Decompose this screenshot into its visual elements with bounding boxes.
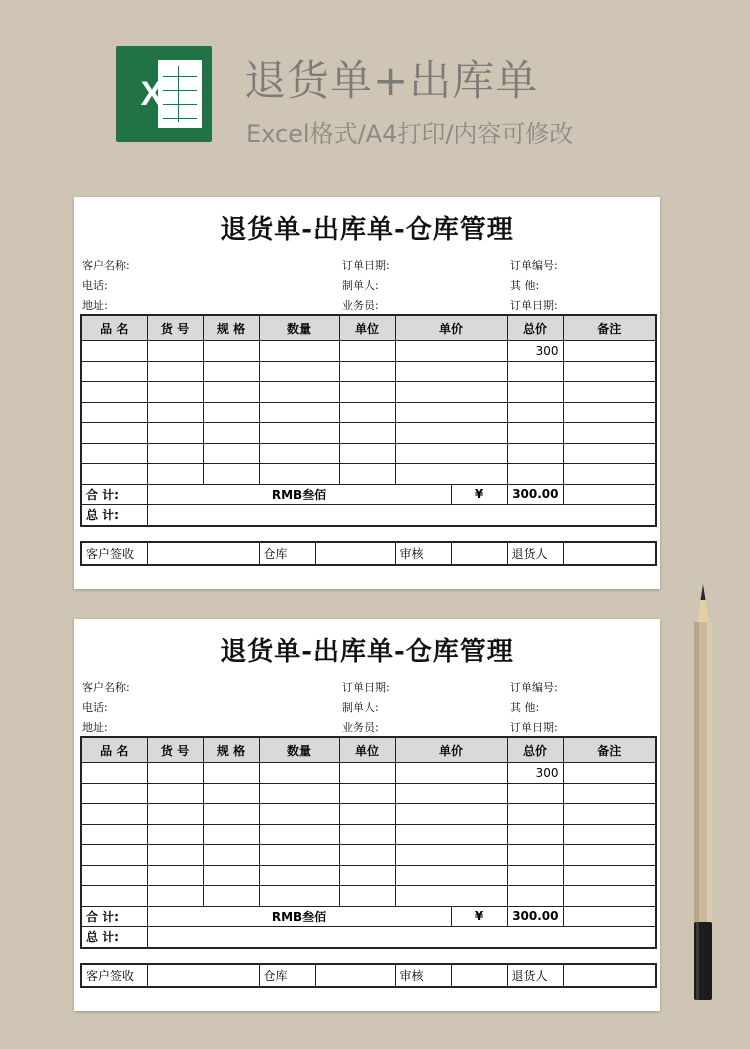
table-cell[interactable] [339, 464, 395, 485]
table-cell[interactable] [507, 865, 563, 886]
excel-x-letter: X [140, 75, 164, 113]
column-header: 总价 [507, 315, 563, 341]
column-header: 货 号 [147, 315, 203, 341]
signature-table [80, 963, 657, 988]
table-cell[interactable] [147, 382, 203, 403]
warehouse-field[interactable] [315, 542, 395, 565]
table-cell[interactable] [395, 763, 507, 784]
subtotal-value[interactable]: 300.00 [507, 484, 563, 505]
warehouse-label: 仓库 [259, 542, 315, 565]
subtotal-value[interactable]: 300.00 [507, 906, 563, 927]
table-cell[interactable] [203, 886, 259, 907]
table-cell[interactable] [563, 402, 656, 423]
return-form [74, 619, 660, 1011]
creator-label: 制单人: [342, 279, 379, 292]
column-header: 单价 [395, 315, 507, 341]
table-cell[interactable] [147, 824, 203, 845]
table-cell[interactable] [339, 845, 395, 866]
returner-label: 退货人 [507, 542, 563, 565]
table-cell[interactable] [147, 865, 203, 886]
table-cell[interactable] [395, 464, 507, 485]
currency-symbol: ¥ [451, 484, 507, 505]
review-field[interactable] [451, 964, 507, 987]
column-header: 品 名 [81, 315, 147, 341]
table-cell[interactable] [563, 824, 656, 845]
table-cell[interactable] [507, 464, 563, 485]
customer-sign-field[interactable] [147, 542, 259, 565]
excel-icon [116, 46, 212, 142]
table-cell[interactable] [563, 484, 656, 505]
table-cell[interactable] [259, 464, 339, 485]
table-cell[interactable] [259, 443, 339, 464]
table-row [81, 341, 656, 362]
items-table [80, 736, 657, 949]
returner-label: 退货人 [507, 964, 563, 987]
page-subtitle: Excel格式/A4打印/内容可修改 [246, 120, 574, 148]
table-cell[interactable] [203, 763, 259, 784]
table-cell[interactable] [507, 423, 563, 444]
table-cell[interactable] [563, 804, 656, 825]
table-row [81, 423, 656, 444]
table-cell[interactable]: 300 [507, 763, 563, 784]
table-cell[interactable] [507, 361, 563, 382]
rmb-amount-text[interactable]: RMB叁佰 [147, 906, 451, 927]
column-header: 备注 [563, 315, 656, 341]
salesperson-label: 业务员: [342, 299, 379, 312]
table-row [81, 443, 656, 464]
table-row [81, 824, 656, 845]
return-form [74, 197, 660, 589]
order-date2-label: 订单日期: [510, 721, 558, 734]
table-cell[interactable] [259, 423, 339, 444]
table-row [81, 845, 656, 866]
phone-label: 电话: [82, 279, 108, 292]
table-cell[interactable] [259, 402, 339, 423]
table-cell[interactable] [563, 361, 656, 382]
subtotal-label: 合 计: [81, 906, 147, 927]
table-cell[interactable] [81, 886, 147, 907]
table-cell[interactable] [507, 402, 563, 423]
table-cell[interactable] [81, 824, 147, 845]
warehouse-label: 仓库 [259, 964, 315, 987]
column-header: 单位 [339, 315, 395, 341]
total-label: 总 计: [81, 927, 147, 948]
table-cell[interactable] [81, 402, 147, 423]
column-header: 规 格 [203, 315, 259, 341]
table-cell[interactable] [203, 341, 259, 362]
table-cell[interactable] [259, 886, 339, 907]
total-label: 总 计: [81, 505, 147, 526]
table-cell[interactable] [259, 382, 339, 403]
table-cell[interactable] [259, 763, 339, 784]
column-header: 数量 [259, 737, 339, 763]
table-cell[interactable] [339, 382, 395, 403]
order-date-label: 订单日期: [342, 259, 390, 272]
customer-sign-label: 客户签收 [81, 964, 147, 987]
rmb-amount-text[interactable]: RMB叁佰 [147, 484, 451, 505]
table-cell[interactable] [147, 804, 203, 825]
returner-field[interactable] [563, 964, 656, 987]
customer-sign-field[interactable] [147, 964, 259, 987]
table-cell[interactable] [81, 361, 147, 382]
table-cell[interactable] [395, 402, 507, 423]
subtotal-row [81, 906, 656, 927]
table-cell[interactable] [81, 443, 147, 464]
table-cell[interactable] [147, 763, 203, 784]
table-cell[interactable] [339, 423, 395, 444]
table-cell[interactable] [259, 824, 339, 845]
other-label: 其 他: [510, 701, 540, 714]
table-row [81, 464, 656, 485]
table-cell[interactable] [507, 845, 563, 866]
table-cell[interactable] [259, 361, 339, 382]
subtotal-row [81, 484, 656, 505]
table-row [81, 361, 656, 382]
table-cell[interactable] [563, 886, 656, 907]
table-cell[interactable] [507, 804, 563, 825]
order-date-label: 订单日期: [342, 681, 390, 694]
column-header: 货 号 [147, 737, 203, 763]
salesperson-label: 业务员: [342, 721, 379, 734]
table-cell[interactable] [339, 443, 395, 464]
signature-table [80, 541, 657, 566]
table-cell[interactable] [395, 443, 507, 464]
review-field[interactable] [451, 542, 507, 565]
table-cell[interactable]: 300 [507, 341, 563, 362]
table-cell[interactable] [339, 783, 395, 804]
order-no-label: 订单编号: [510, 681, 558, 694]
table-cell[interactable] [563, 906, 656, 927]
table-cell[interactable] [395, 845, 507, 866]
pencil-icon [688, 584, 718, 1004]
table-cell[interactable] [147, 464, 203, 485]
table-cell[interactable] [395, 865, 507, 886]
address-label: 地址: [82, 299, 108, 312]
table-cell[interactable] [339, 886, 395, 907]
table-cell[interactable] [507, 824, 563, 845]
table-cell[interactable] [147, 886, 203, 907]
table-cell[interactable] [81, 341, 147, 362]
table-cell[interactable] [147, 341, 203, 362]
warehouse-field[interactable] [315, 964, 395, 987]
table-cell[interactable] [203, 464, 259, 485]
column-header: 总价 [507, 737, 563, 763]
table-cell[interactable] [563, 865, 656, 886]
column-header: 单位 [339, 737, 395, 763]
table-cell[interactable] [203, 783, 259, 804]
table-cell[interactable] [563, 783, 656, 804]
column-header: 品 名 [81, 737, 147, 763]
subtotal-label: 合 计: [81, 484, 147, 505]
table-row [81, 865, 656, 886]
table-cell[interactable] [147, 402, 203, 423]
table-cell[interactable] [81, 763, 147, 784]
table-cell[interactable] [147, 423, 203, 444]
table-cell[interactable] [259, 341, 339, 362]
table-row [81, 804, 656, 825]
customer-sign-label: 客户签收 [81, 542, 147, 565]
column-header: 规 格 [203, 737, 259, 763]
table-cell[interactable] [203, 824, 259, 845]
table-row [81, 382, 656, 403]
order-date2-label: 订单日期: [510, 299, 558, 312]
table-cell[interactable] [563, 845, 656, 866]
table-row [81, 763, 656, 784]
items-table [80, 314, 657, 527]
table-cell[interactable] [563, 763, 656, 784]
order-no-label: 订单编号: [510, 259, 558, 272]
table-cell[interactable] [395, 824, 507, 845]
table-cell[interactable] [339, 865, 395, 886]
table-cell[interactable] [259, 783, 339, 804]
total-value[interactable] [147, 927, 656, 948]
table-cell[interactable] [339, 824, 395, 845]
column-header: 单价 [395, 737, 507, 763]
table-cell[interactable] [203, 361, 259, 382]
table-row [81, 402, 656, 423]
table-cell[interactable] [395, 341, 507, 362]
column-header: 数量 [259, 315, 339, 341]
table-cell[interactable] [81, 783, 147, 804]
table-cell[interactable] [395, 804, 507, 825]
table-cell[interactable] [81, 865, 147, 886]
table-cell[interactable] [147, 783, 203, 804]
table-cell[interactable] [203, 402, 259, 423]
table-cell[interactable] [81, 804, 147, 825]
currency-symbol: ¥ [451, 906, 507, 927]
review-label: 审核 [395, 964, 451, 987]
returner-field[interactable] [563, 542, 656, 565]
table-cell[interactable] [339, 361, 395, 382]
table-cell[interactable] [563, 423, 656, 444]
customer-name-label: 客户名称: [82, 259, 130, 272]
table-cell[interactable] [339, 763, 395, 784]
other-label: 其 他: [510, 279, 540, 292]
total-row [81, 505, 656, 526]
table-header-row [81, 315, 656, 341]
signature-row [81, 542, 656, 565]
customer-name-label: 客户名称: [82, 681, 130, 694]
table-cell[interactable] [395, 783, 507, 804]
table-cell[interactable] [81, 382, 147, 403]
total-value[interactable] [147, 505, 656, 526]
table-row [81, 783, 656, 804]
table-cell[interactable] [507, 443, 563, 464]
creator-label: 制单人: [342, 701, 379, 714]
table-cell[interactable] [81, 423, 147, 444]
table-cell[interactable] [395, 886, 507, 907]
table-cell[interactable] [203, 443, 259, 464]
review-label: 审核 [395, 542, 451, 565]
table-cell[interactable] [203, 804, 259, 825]
table-cell[interactable] [339, 402, 395, 423]
form-title: 退货单-出库单-仓库管理 [220, 637, 514, 667]
table-header-row [81, 737, 656, 763]
table-cell[interactable] [147, 443, 203, 464]
table-cell[interactable] [395, 361, 507, 382]
table-cell[interactable] [259, 845, 339, 866]
address-label: 地址: [82, 721, 108, 734]
table-cell[interactable] [339, 341, 395, 362]
page-title: 退货单+出库单 [244, 56, 539, 105]
table-cell[interactable] [395, 382, 507, 403]
table-cell[interactable] [507, 783, 563, 804]
table-row [81, 886, 656, 907]
table-cell[interactable] [507, 886, 563, 907]
table-cell[interactable] [259, 865, 339, 886]
table-cell[interactable] [339, 804, 395, 825]
table-cell[interactable] [147, 845, 203, 866]
table-cell[interactable] [81, 845, 147, 866]
table-cell[interactable] [203, 845, 259, 866]
table-cell[interactable] [203, 382, 259, 403]
table-cell[interactable] [563, 464, 656, 485]
table-cell[interactable] [259, 804, 339, 825]
table-cell[interactable] [147, 361, 203, 382]
signature-row [81, 964, 656, 987]
column-header: 备注 [563, 737, 656, 763]
table-cell[interactable] [563, 382, 656, 403]
table-cell[interactable] [507, 382, 563, 403]
table-cell[interactable] [563, 341, 656, 362]
table-cell[interactable] [563, 443, 656, 464]
table-cell[interactable] [203, 423, 259, 444]
table-cell[interactable] [203, 865, 259, 886]
table-cell[interactable] [81, 464, 147, 485]
table-cell[interactable] [395, 423, 507, 444]
total-row [81, 927, 656, 948]
phone-label: 电话: [82, 701, 108, 714]
form-title: 退货单-出库单-仓库管理 [220, 215, 514, 245]
